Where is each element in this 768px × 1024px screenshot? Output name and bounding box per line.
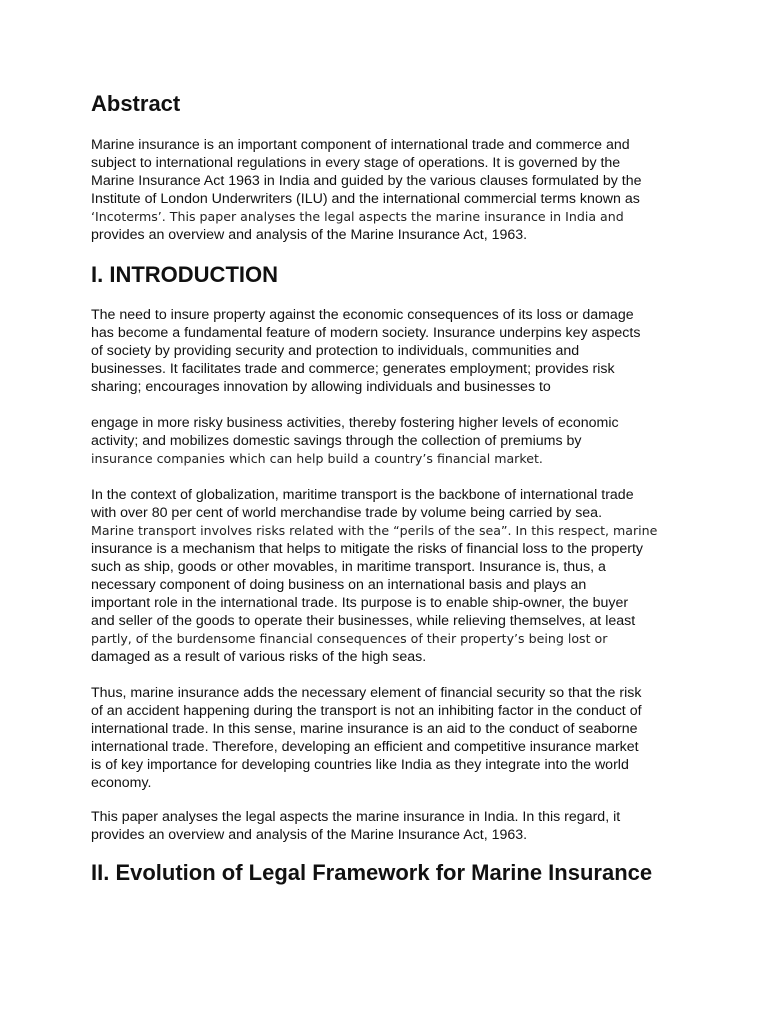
- paragraph-line: such as ship, goods or other movables, in maritime transport. Insurance is, thus, a: [91, 559, 606, 575]
- paragraph-line: economy.: [91, 775, 152, 791]
- paragraph-line: important role in the international trade. Its purpose is to enable ship-owner, the buyer: [91, 595, 629, 611]
- paragraph-line: of an accident happening during the transport is not an inhibiting factor in the conduct of: [91, 703, 642, 719]
- paragraph-line: is of key importance for developing countries like India as they integrate into the world: [91, 757, 629, 773]
- paragraph-line: damaged as a result of various risks of the high seas.: [91, 649, 427, 665]
- introduction-paragraph-3: [91, 486, 691, 666]
- paragraph-line: insurance companies which can help build a country’s financial market.: [91, 451, 543, 466]
- paragraph-line: activity; and mobilizes domestic savings through the collection of premiums by: [91, 433, 582, 449]
- paragraph-line: This paper analyses the legal aspects the marine insurance in India. In this regard, it: [91, 809, 621, 825]
- paragraph-line: insurance is a mechanism that helps to mitigate the risks of financial loss to the property: [91, 541, 644, 557]
- paragraph-line: Thus, marine insurance adds the necessary element of financial security so that the risk: [91, 685, 642, 701]
- paragraph-line: The need to insure property against the economic consequences of its loss or damage: [91, 307, 634, 323]
- paragraph-line: provides an overview and analysis of the Marine Insurance Act, 1963.: [91, 827, 528, 843]
- paragraph-line: of society by providing security and protection to individuals, communities and: [91, 343, 580, 359]
- abstract-line: Marine Insurance Act 1963 in India and guided by the various clauses formulated by the: [91, 173, 642, 189]
- abstract-line: ‘Incoterms’. This paper analyses the legal aspects the marine insurance in India and: [91, 209, 624, 224]
- paragraph-line: In the context of globalization, maritime transport is the backbone of international trade: [91, 487, 634, 503]
- paragraph-line: has become a fundamental feature of modern society. Insurance underpins key aspects: [91, 325, 641, 341]
- evolution-heading: II. Evolution of Legal Framework for Marine Insurance: [91, 860, 653, 885]
- paragraph-line: and seller of the goods to operate their businesses, while relieving themselves, at least: [91, 613, 636, 629]
- abstract-line: subject to international regulations in every stage of operations. It is governed by the: [91, 155, 621, 171]
- abstract-line: provides an overview and analysis of the Marine Insurance Act, 1963.: [91, 227, 528, 243]
- paragraph-line: Marine transport involves risks related with the “perils of the sea”. In this respect, marine: [91, 523, 658, 538]
- introduction-heading: I. INTRODUCTION: [91, 262, 278, 287]
- paragraph-line: international trade. Therefore, developing an efficient and competitive insurance market: [91, 739, 639, 755]
- paragraph-line: businesses. It facilitates trade and commerce; generates employment; provides risk: [91, 361, 615, 377]
- introduction-paragraph-4: [91, 684, 691, 792]
- introduction-paragraph-1: [91, 306, 691, 396]
- abstract-paragraph: [91, 136, 691, 244]
- introduction-paragraph-5: [91, 808, 691, 844]
- paragraph-line: international trade. In this sense, marine insurance is an aid to the conduct of seaborne: [91, 721, 638, 737]
- paragraph-line: necessary component of doing business on an international basis and plays an: [91, 577, 587, 593]
- paragraph-line: engage in more risky business activities, thereby fostering higher levels of economic: [91, 415, 619, 431]
- paragraph-line: with over 80 per cent of world merchandise trade by volume being carried by sea.: [91, 505, 603, 521]
- abstract-heading: Abstract: [91, 91, 181, 116]
- paragraph-line: partly, of the burdensome financial consequences of their property’s being lost or: [91, 631, 608, 646]
- abstract-line: Institute of London Underwriters (ILU) and the international commercial terms known as: [91, 191, 640, 207]
- abstract-line: Marine insurance is an important component of international trade and commerce and: [91, 137, 630, 153]
- paragraph-line: sharing; encourages innovation by allowing individuals and businesses to: [91, 379, 551, 395]
- introduction-paragraph-2: [91, 414, 691, 468]
